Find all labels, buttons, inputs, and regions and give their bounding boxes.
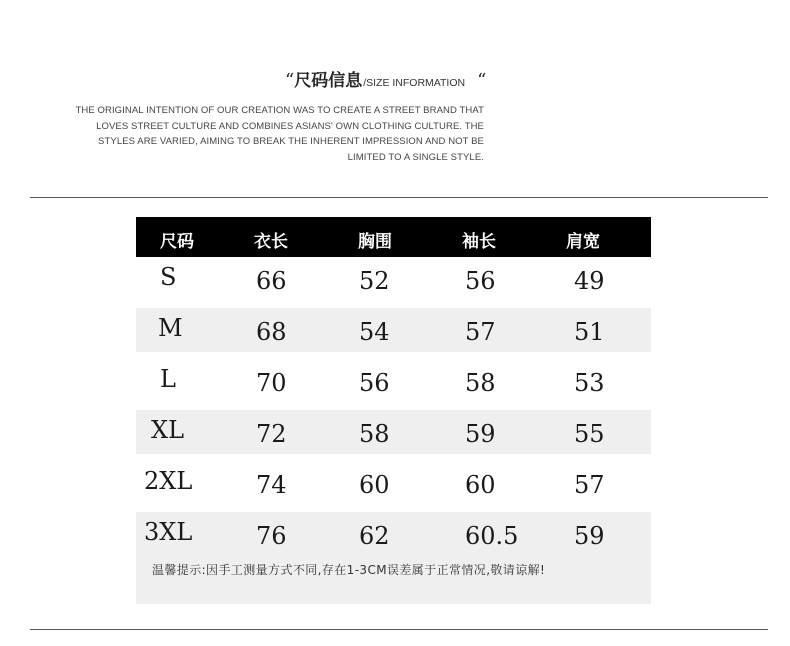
measurement-tip: 温馨提示:因手工测量方式不同,存在1-3CM误差属于正常情况,敬请谅解! xyxy=(152,563,546,577)
size-info-title xyxy=(285,66,515,90)
cell-sleeve: 60 xyxy=(465,471,496,499)
table-row xyxy=(136,257,651,301)
quote-close: “ xyxy=(477,70,487,91)
quote-open: “ xyxy=(285,70,295,91)
cell-shoulder: 57 xyxy=(574,471,605,499)
intro-line: LIMITED TO A SINGLE STYLE. xyxy=(347,151,484,163)
header-size: 尺码 xyxy=(160,232,194,252)
header-shoulder: 肩宽 xyxy=(566,232,600,252)
footnote-background xyxy=(136,552,651,604)
cell-length: 66 xyxy=(256,267,287,295)
title-chinese: 尺码信息 xyxy=(294,71,363,91)
cell-sleeve: 56 xyxy=(465,267,496,295)
intro-line: THE ORIGINAL INTENTION OF OUR CREATION WAS TO CREATE A STREET BRAND THAT xyxy=(75,105,484,116)
cell-length: 74 xyxy=(256,471,287,499)
table-row xyxy=(136,410,651,454)
cell-size: M xyxy=(158,314,183,342)
cell-sleeve: 58 xyxy=(465,369,496,397)
cell-size: XL xyxy=(151,416,185,444)
cell-length: 70 xyxy=(256,369,287,397)
top-divider xyxy=(30,197,768,198)
cell-chest: 52 xyxy=(359,267,390,295)
bottom-divider xyxy=(30,629,768,630)
intro-line: STYLES ARE VARIED, AIMING TO BREAK THE INHERENT IMPRESSION AND NOT BE xyxy=(98,136,484,147)
cell-size: L xyxy=(160,365,176,393)
size-table xyxy=(136,217,651,604)
cell-chest: 54 xyxy=(359,318,390,346)
table-row xyxy=(136,512,651,556)
cell-chest: 56 xyxy=(359,369,390,397)
cell-chest: 62 xyxy=(359,522,390,550)
table-header xyxy=(136,217,651,257)
header-chest: 胸围 xyxy=(358,232,392,252)
title-english: /SIZE INFORMATION xyxy=(363,77,466,89)
cell-shoulder: 59 xyxy=(574,522,605,550)
cell-shoulder: 49 xyxy=(574,267,605,295)
cell-shoulder: 55 xyxy=(574,420,605,448)
cell-sleeve: 60.5 xyxy=(465,522,519,550)
cell-size: S xyxy=(160,263,177,291)
cell-chest: 58 xyxy=(359,420,390,448)
cell-size: 2XL xyxy=(144,467,193,495)
cell-length: 76 xyxy=(256,522,287,550)
cell-length: 72 xyxy=(256,420,287,448)
table-row xyxy=(136,308,651,352)
cell-size: 3XL xyxy=(144,518,193,546)
table-row xyxy=(136,359,651,403)
header-length: 衣长 xyxy=(254,232,288,252)
cell-length: 68 xyxy=(256,318,287,346)
brand-intro-text xyxy=(30,103,484,165)
intro-line: LOVES STREET CULTURE AND COMBINES ASIANS' OWN CLOTHING CULTURE. THE xyxy=(96,120,484,132)
table-row xyxy=(136,461,651,505)
cell-sleeve: 57 xyxy=(465,318,496,346)
cell-shoulder: 51 xyxy=(574,318,605,346)
cell-chest: 60 xyxy=(359,471,390,499)
cell-sleeve: 59 xyxy=(465,420,496,448)
cell-shoulder: 53 xyxy=(574,369,605,397)
header-sleeve: 袖长 xyxy=(462,232,496,252)
